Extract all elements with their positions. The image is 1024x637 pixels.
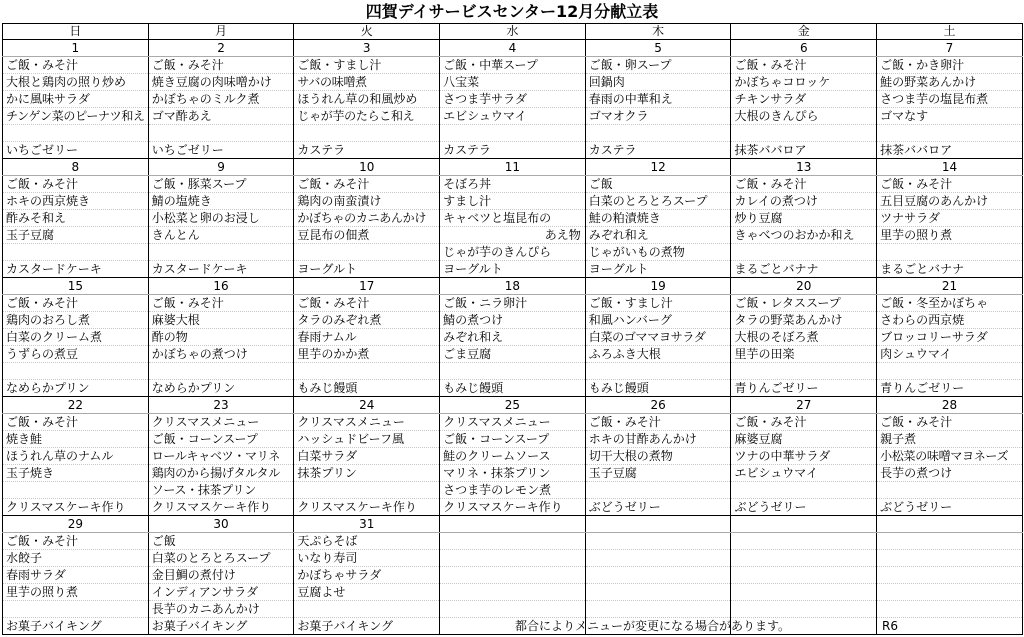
menu-item: インディアンサラダ bbox=[148, 584, 294, 601]
dessert-row bbox=[3, 499, 1023, 516]
menu-item: 鶏肉のから揚げタルタル bbox=[148, 465, 294, 482]
day-number bbox=[877, 516, 1023, 533]
menu-row bbox=[3, 567, 1023, 584]
day-number: 29 bbox=[3, 516, 149, 533]
menu-row bbox=[3, 91, 1023, 108]
menu-row bbox=[3, 431, 1023, 448]
menu-item: かぼちゃコロッケ bbox=[731, 74, 877, 91]
menu-item: ご飯・みそ汁 bbox=[731, 57, 877, 74]
menu-item: 鶏肉の南蛮漬け bbox=[294, 193, 440, 210]
menu-item: クリスマスメニュー bbox=[294, 414, 440, 431]
weekday-header: 日 bbox=[3, 24, 149, 40]
menu-item: ご飯・みそ汁 bbox=[731, 414, 877, 431]
menu-item: ツナサラダ bbox=[877, 210, 1023, 227]
menu-item: ご飯・すまし汁 bbox=[585, 295, 731, 312]
menu-item bbox=[148, 363, 294, 380]
menu-item: ブロッコリーサラダ bbox=[877, 329, 1023, 346]
menu-item bbox=[877, 533, 1023, 550]
menu-item: 白菜のとろとろスープ bbox=[148, 550, 294, 567]
dessert-item: なめらかプリン bbox=[148, 380, 294, 397]
menu-item: じゃが芋のきんぴら bbox=[440, 244, 586, 261]
dessert-item: カステラ bbox=[440, 142, 586, 159]
menu-item bbox=[585, 601, 731, 618]
menu-item: 麻婆大根 bbox=[148, 312, 294, 329]
menu-item: さつま芋の塩昆布煮 bbox=[877, 91, 1023, 108]
day-number: 15 bbox=[3, 278, 149, 295]
menu-row bbox=[3, 465, 1023, 482]
menu-item: ふろふき大根 bbox=[585, 346, 731, 363]
day-number: 19 bbox=[585, 278, 731, 295]
menu-item: エビシュウマイ bbox=[440, 108, 586, 125]
dessert-item: クリスマスケーキ作り bbox=[148, 499, 294, 516]
dessert-item: 青りんごゼリー bbox=[877, 380, 1023, 397]
menu-item: 鮭の粕漬焼き bbox=[585, 210, 731, 227]
day-number: 1 bbox=[3, 40, 149, 57]
menu-item: チンゲン菜のピーナツ和え bbox=[3, 108, 149, 125]
dessert-item: ヨーグルト bbox=[585, 261, 731, 278]
day-number: 10 bbox=[294, 159, 440, 176]
menu-item: 水餃子 bbox=[3, 550, 149, 567]
menu-item bbox=[3, 601, 149, 618]
menu-item: ご飯・みそ汁 bbox=[148, 57, 294, 74]
menu-item: ご飯・みそ汁 bbox=[3, 176, 149, 193]
menu-item: 玉子豆腐 bbox=[585, 465, 731, 482]
menu-item: ご飯・レタススープ bbox=[731, 295, 877, 312]
menu-item bbox=[731, 125, 877, 142]
day-number-row bbox=[3, 278, 1023, 295]
menu-item: 焼き豆腐の肉味噌かけ bbox=[148, 74, 294, 91]
menu-item bbox=[294, 482, 440, 499]
menu-item bbox=[585, 550, 731, 567]
menu-item: 炒り豆腐 bbox=[731, 210, 877, 227]
menu-item: ご飯・冬至かぼちゃ bbox=[877, 295, 1023, 312]
day-number: 18 bbox=[440, 278, 586, 295]
menu-item: 酢みそ和え bbox=[3, 210, 149, 227]
day-number-row bbox=[3, 159, 1023, 176]
menu-item: 長芋の煮つけ bbox=[877, 465, 1023, 482]
dessert-item: もみじ饅頭 bbox=[585, 380, 731, 397]
menu-row bbox=[3, 584, 1023, 601]
menu-row bbox=[3, 74, 1023, 91]
menu-item: あえ物 bbox=[440, 227, 586, 244]
menu-item: みぞれ和え bbox=[440, 329, 586, 346]
menu-item bbox=[148, 125, 294, 142]
day-number: 14 bbox=[877, 159, 1023, 176]
menu-item: きゃべつのおかか和え bbox=[731, 227, 877, 244]
dessert-item: クリスマスケーキ作り bbox=[294, 499, 440, 516]
menu-item: ご飯・卵スープ bbox=[585, 57, 731, 74]
menu-item: ソース・抹茶プリン bbox=[148, 482, 294, 499]
menu-item: 里芋の田楽 bbox=[731, 346, 877, 363]
menu-item bbox=[731, 601, 877, 618]
menu-item bbox=[731, 244, 877, 261]
menu-item: かぼちゃのミルク煮 bbox=[148, 91, 294, 108]
menu-item: ゴマ酢あえ bbox=[148, 108, 294, 125]
menu-calendar-table bbox=[2, 23, 1023, 635]
day-number: 28 bbox=[877, 397, 1023, 414]
menu-item: ご飯・豚菜スープ bbox=[148, 176, 294, 193]
day-number: 9 bbox=[148, 159, 294, 176]
menu-row bbox=[3, 108, 1023, 125]
menu-row bbox=[3, 363, 1023, 380]
menu-row bbox=[3, 346, 1023, 363]
menu-row bbox=[3, 448, 1023, 465]
dessert-item: お菓子バイキング bbox=[3, 618, 149, 635]
dessert-item: まるごとバナナ bbox=[731, 261, 877, 278]
menu-item: 豆腐よせ bbox=[294, 584, 440, 601]
menu-item: 回鍋肉 bbox=[585, 74, 731, 91]
dessert-item: いちごゼリー bbox=[148, 142, 294, 159]
dessert-item: ヨーグルト bbox=[440, 261, 586, 278]
menu-item bbox=[3, 482, 149, 499]
weekday-header: 土 bbox=[877, 24, 1023, 40]
day-number-row bbox=[3, 397, 1023, 414]
dessert-item: ぶどうゼリー bbox=[877, 499, 1023, 516]
menu-item: ハッシュドビーフ風 bbox=[294, 431, 440, 448]
menu-item: 小松菜の味噌マヨネーズ bbox=[877, 448, 1023, 465]
menu-item: 鮭の野菜あんかけ bbox=[877, 74, 1023, 91]
menu-item: かぼちゃのカニあんかけ bbox=[294, 210, 440, 227]
menu-item: かに風味サラダ bbox=[3, 91, 149, 108]
dessert-item bbox=[877, 618, 1023, 635]
menu-item: 五目豆腐のあんかけ bbox=[877, 193, 1023, 210]
menu-row bbox=[3, 295, 1023, 312]
footer-note: 都合によりメニューが変更になる場合があります。 bbox=[515, 619, 791, 633]
menu-row bbox=[3, 329, 1023, 346]
menu-item: さつま芋のレモン煮 bbox=[440, 482, 586, 499]
menu-item: きんとん bbox=[148, 227, 294, 244]
day-number: 21 bbox=[877, 278, 1023, 295]
menu-item: 豆昆布の佃煮 bbox=[294, 227, 440, 244]
menu-item: ごま豆腐 bbox=[440, 346, 586, 363]
menu-item: ご飯・みそ汁 bbox=[3, 414, 149, 431]
menu-row bbox=[3, 227, 1023, 244]
menu-item: ホキの甘酢あんかけ bbox=[585, 431, 731, 448]
menu-item: 大根のきんぴら bbox=[731, 108, 877, 125]
weekday-header-row bbox=[3, 24, 1023, 40]
menu-item: 鯖の塩焼き bbox=[148, 193, 294, 210]
menu-item bbox=[877, 584, 1023, 601]
menu-item: 酢の物 bbox=[148, 329, 294, 346]
dessert-item: まるごとバナナ bbox=[877, 261, 1023, 278]
day-number: 25 bbox=[440, 397, 586, 414]
menu-item: 大根のそぼろ煮 bbox=[731, 329, 877, 346]
day-number: 23 bbox=[148, 397, 294, 414]
menu-item: 金目鯛の煮付け bbox=[148, 567, 294, 584]
menu-item bbox=[3, 125, 149, 142]
menu-item bbox=[585, 584, 731, 601]
menu-item bbox=[440, 550, 586, 567]
menu-item: 里芋のかか煮 bbox=[294, 346, 440, 363]
menu-item: タラのみぞれ煮 bbox=[294, 312, 440, 329]
menu-item: さわらの西京焼 bbox=[877, 312, 1023, 329]
dessert-item: 抹茶ババロア bbox=[877, 142, 1023, 159]
menu-item: 小松菜と卵のお浸し bbox=[148, 210, 294, 227]
day-number: 11 bbox=[440, 159, 586, 176]
menu-item bbox=[585, 363, 731, 380]
dessert-item: ぶどうゼリー bbox=[585, 499, 731, 516]
menu-item: ご飯・ニラ卵汁 bbox=[440, 295, 586, 312]
menu-item bbox=[585, 567, 731, 584]
dessert-item: もみじ饅頭 bbox=[440, 380, 586, 397]
menu-item: うずらの煮豆 bbox=[3, 346, 149, 363]
menu-item: 玉子豆腐 bbox=[3, 227, 149, 244]
menu-item: さつま芋サラダ bbox=[440, 91, 586, 108]
menu-item: かぼちゃサラダ bbox=[294, 567, 440, 584]
menu-item: ゴマオクラ bbox=[585, 108, 731, 125]
menu-item bbox=[3, 363, 149, 380]
day-number: 26 bbox=[585, 397, 731, 414]
menu-item: 玉子焼き bbox=[3, 465, 149, 482]
menu-item: すまし汁 bbox=[440, 193, 586, 210]
menu-item: ロールキャベツ・マリネ bbox=[148, 448, 294, 465]
day-number bbox=[731, 516, 877, 533]
menu-row bbox=[3, 482, 1023, 499]
menu-item: 切干大根の煮物 bbox=[585, 448, 731, 465]
dessert-item: なめらかプリン bbox=[3, 380, 149, 397]
dessert-item: カスタードケーキ bbox=[148, 261, 294, 278]
menu-item: 鯖の煮つけ bbox=[440, 312, 586, 329]
page-title: 四賀デイサービスセンター12月分献立表 bbox=[365, 2, 659, 21]
footer-code: R6 bbox=[882, 619, 898, 633]
menu-item: 里芋の照り煮 bbox=[3, 584, 149, 601]
menu-item: 長芋のカニあんかけ bbox=[148, 601, 294, 618]
menu-item: 麻婆豆腐 bbox=[731, 431, 877, 448]
day-number: 12 bbox=[585, 159, 731, 176]
menu-row bbox=[3, 550, 1023, 567]
menu-item: ご飯・みそ汁 bbox=[3, 533, 149, 550]
menu-item: ご飯・みそ汁 bbox=[877, 414, 1023, 431]
menu-item bbox=[731, 550, 877, 567]
dessert-row bbox=[3, 618, 1023, 635]
menu-item: クリスマスメニュー bbox=[440, 414, 586, 431]
day-number: 16 bbox=[148, 278, 294, 295]
menu-item: ご飯・みそ汁 bbox=[585, 414, 731, 431]
menu-item: 親子煮 bbox=[877, 431, 1023, 448]
menu-item: 天ぷらそば bbox=[294, 533, 440, 550]
menu-item: チキンサラダ bbox=[731, 91, 877, 108]
menu-item: ほうれん草の和風炒め bbox=[294, 91, 440, 108]
menu-item: じゃが芋のたらこ和え bbox=[294, 108, 440, 125]
dessert-item: カスタードケーキ bbox=[3, 261, 149, 278]
dessert-item: もみじ饅頭 bbox=[294, 380, 440, 397]
menu-item bbox=[440, 125, 586, 142]
menu-item: カレイの煮つけ bbox=[731, 193, 877, 210]
menu-item: いなり寿司 bbox=[294, 550, 440, 567]
menu-item: 焼き鮭 bbox=[3, 431, 149, 448]
dessert-item: カステラ bbox=[585, 142, 731, 159]
menu-item: ご飯・みそ汁 bbox=[877, 176, 1023, 193]
menu-item: ご飯・みそ汁 bbox=[731, 176, 877, 193]
day-number: 8 bbox=[3, 159, 149, 176]
menu-item: サバの味噌煮 bbox=[294, 74, 440, 91]
menu-item bbox=[731, 363, 877, 380]
day-number: 4 bbox=[440, 40, 586, 57]
menu-row bbox=[3, 125, 1023, 142]
day-number-row bbox=[3, 40, 1023, 57]
day-number: 27 bbox=[731, 397, 877, 414]
menu-item bbox=[877, 550, 1023, 567]
weekday-header: 月 bbox=[148, 24, 294, 40]
menu-item bbox=[877, 363, 1023, 380]
menu-row bbox=[3, 414, 1023, 431]
menu-item: 鶏肉のおろし煮 bbox=[3, 312, 149, 329]
menu-item: キャベツと塩昆布の bbox=[440, 210, 586, 227]
day-number bbox=[585, 516, 731, 533]
dessert-item: いちごゼリー bbox=[3, 142, 149, 159]
menu-item bbox=[585, 533, 731, 550]
menu-item: ゴマなす bbox=[877, 108, 1023, 125]
day-number: 17 bbox=[294, 278, 440, 295]
menu-item bbox=[877, 567, 1023, 584]
day-number: 2 bbox=[148, 40, 294, 57]
menu-item bbox=[877, 601, 1023, 618]
menu-row bbox=[3, 601, 1023, 618]
dessert-item: クリスマスケーキ作り bbox=[440, 499, 586, 516]
dessert-row bbox=[3, 380, 1023, 397]
menu-item: ほうれん草のナムル bbox=[3, 448, 149, 465]
menu-item: 春雨ナムル bbox=[294, 329, 440, 346]
menu-row bbox=[3, 312, 1023, 329]
day-number-row bbox=[3, 516, 1023, 533]
dessert-item: 抹茶ババロア bbox=[731, 142, 877, 159]
menu-item bbox=[440, 601, 586, 618]
day-number: 3 bbox=[294, 40, 440, 57]
menu-item: 白菜のとろとろスープ bbox=[585, 193, 731, 210]
menu-item: ご飯・みそ汁 bbox=[3, 295, 149, 312]
menu-item: 白菜のクリーム煮 bbox=[3, 329, 149, 346]
dessert-item: 青りんごゼリー bbox=[731, 380, 877, 397]
menu-item bbox=[294, 125, 440, 142]
menu-item bbox=[294, 363, 440, 380]
day-number: 24 bbox=[294, 397, 440, 414]
menu-item bbox=[440, 567, 586, 584]
dessert-item: お菓子バイキング bbox=[294, 618, 440, 635]
menu-item: ご飯・みそ汁 bbox=[294, 295, 440, 312]
menu-item: ホキの西京焼き bbox=[3, 193, 149, 210]
menu-item bbox=[731, 482, 877, 499]
weekday-header: 火 bbox=[294, 24, 440, 40]
dessert-item: お菓子バイキング bbox=[148, 618, 294, 635]
day-number: 6 bbox=[731, 40, 877, 57]
menu-item: エビシュウマイ bbox=[731, 465, 877, 482]
menu-row bbox=[3, 57, 1023, 74]
dessert-row bbox=[3, 142, 1023, 159]
weekday-header: 水 bbox=[440, 24, 586, 40]
day-number: 31 bbox=[294, 516, 440, 533]
day-number: 7 bbox=[877, 40, 1023, 57]
dessert-item: ヨーグルト bbox=[294, 261, 440, 278]
menu-item: ご飯・みそ汁 bbox=[3, 57, 149, 74]
menu-row bbox=[3, 176, 1023, 193]
menu-item: 春雨の中華和え bbox=[585, 91, 731, 108]
menu-item bbox=[731, 533, 877, 550]
menu-item: 抹茶プリン bbox=[294, 465, 440, 482]
menu-row bbox=[3, 533, 1023, 550]
menu-item: ご飯・コーンスープ bbox=[148, 431, 294, 448]
day-number: 13 bbox=[731, 159, 877, 176]
menu-item bbox=[440, 533, 586, 550]
menu-item bbox=[585, 125, 731, 142]
menu-item: 鮭のクリームソース bbox=[440, 448, 586, 465]
menu-item: 肉シュウマイ bbox=[877, 346, 1023, 363]
menu-item bbox=[585, 482, 731, 499]
menu-item: ご飯・かき卵汁 bbox=[877, 57, 1023, 74]
menu-item: ご飯・中華スープ bbox=[440, 57, 586, 74]
menu-item: クリスマスメニュー bbox=[148, 414, 294, 431]
menu-item: ご飯・すまし汁 bbox=[294, 57, 440, 74]
menu-item bbox=[148, 244, 294, 261]
menu-item: 白菜のゴママヨサラダ bbox=[585, 329, 731, 346]
menu-item: ツナの中華サラダ bbox=[731, 448, 877, 465]
menu-item: ご飯 bbox=[585, 176, 731, 193]
menu-item: 八宝菜 bbox=[440, 74, 586, 91]
day-number: 30 bbox=[148, 516, 294, 533]
day-number: 22 bbox=[3, 397, 149, 414]
menu-item bbox=[731, 584, 877, 601]
menu-item: ご飯・みそ汁 bbox=[148, 295, 294, 312]
menu-item: 白菜サラダ bbox=[294, 448, 440, 465]
menu-row bbox=[3, 210, 1023, 227]
menu-item: じゃがいもの煮物 bbox=[585, 244, 731, 261]
menu-item: ご飯・コーンスープ bbox=[440, 431, 586, 448]
menu-item: ご飯・みそ汁 bbox=[294, 176, 440, 193]
menu-item: みぞれ和え bbox=[585, 227, 731, 244]
day-number bbox=[440, 516, 586, 533]
menu-item bbox=[731, 567, 877, 584]
menu-item: 里芋の照り煮 bbox=[877, 227, 1023, 244]
menu-item bbox=[877, 244, 1023, 261]
dessert-item: ぶどうゼリー bbox=[731, 499, 877, 516]
menu-item bbox=[294, 601, 440, 618]
menu-item: そぼろ丼 bbox=[440, 176, 586, 193]
menu-row bbox=[3, 193, 1023, 210]
day-number: 20 bbox=[731, 278, 877, 295]
menu-item: 大根と鶏肉の照り炒め bbox=[3, 74, 149, 91]
day-number: 5 bbox=[585, 40, 731, 57]
menu-item bbox=[294, 244, 440, 261]
menu-item bbox=[440, 584, 586, 601]
menu-item: 春雨サラダ bbox=[3, 567, 149, 584]
menu-item: タラの野菜あんかけ bbox=[731, 312, 877, 329]
menu-item bbox=[440, 363, 586, 380]
menu-item: ご飯 bbox=[148, 533, 294, 550]
menu-item bbox=[877, 482, 1023, 499]
menu-item: マリネ・抹茶プリン bbox=[440, 465, 586, 482]
dessert-item: クリスマスケーキ作り bbox=[3, 499, 149, 516]
dessert-item: カステラ bbox=[294, 142, 440, 159]
menu-item bbox=[3, 244, 149, 261]
weekday-header: 金 bbox=[731, 24, 877, 40]
menu-item: 和風ハンバーグ bbox=[585, 312, 731, 329]
menu-item bbox=[877, 125, 1023, 142]
weekday-header: 木 bbox=[585, 24, 731, 40]
menu-item: かぼちゃの煮つけ bbox=[148, 346, 294, 363]
dessert-row bbox=[3, 261, 1023, 278]
menu-row bbox=[3, 244, 1023, 261]
